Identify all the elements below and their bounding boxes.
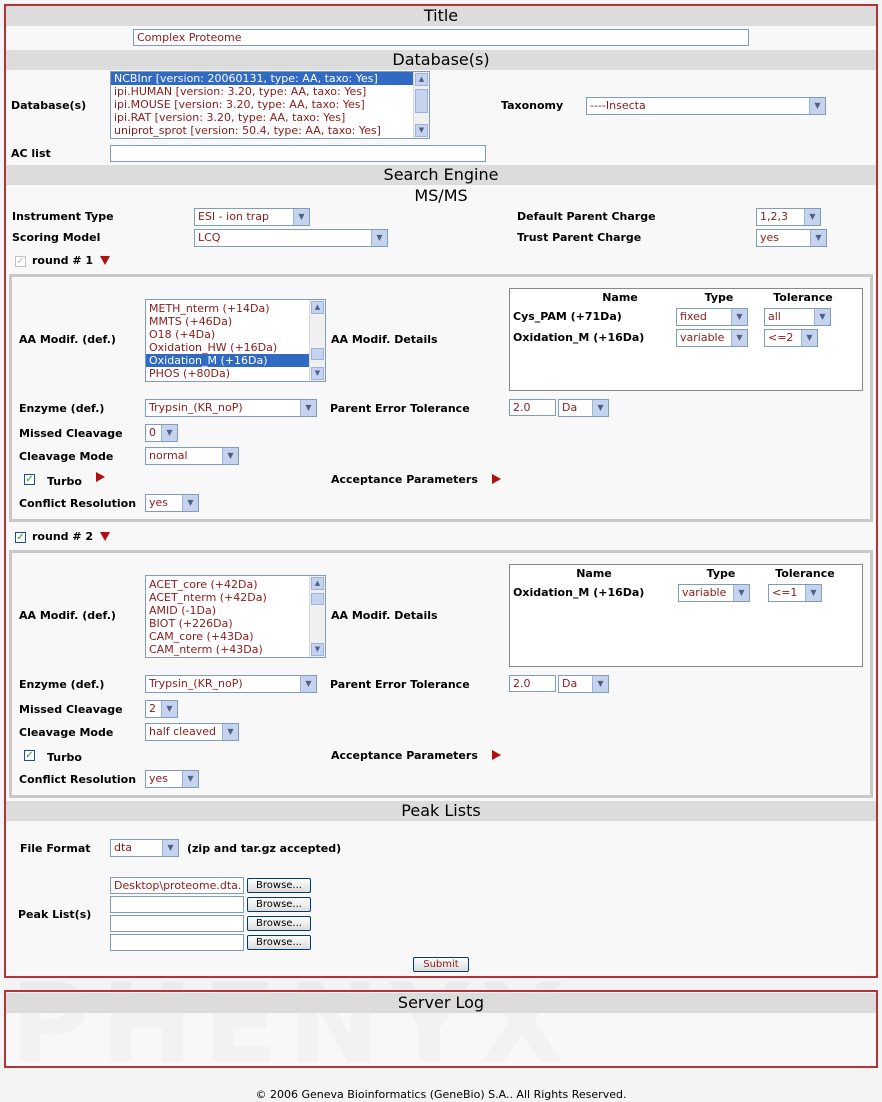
- column-header-type: Type: [704, 291, 734, 304]
- submit-button[interactable]: Submit: [413, 957, 469, 972]
- listbox-option[interactable]: PHOS (+80Da): [149, 367, 231, 380]
- round-2-aa-modif-details-label: AA Modif. Details: [331, 609, 438, 622]
- modif-row-name: Oxidation_M (+16Da): [513, 331, 645, 344]
- chevron-down-icon[interactable]: ▼: [809, 98, 825, 114]
- peak-list-file-input[interactable]: [110, 915, 244, 932]
- round-2-missed-cleavage-value: 2: [149, 702, 156, 715]
- modif-row-type-value: variable: [682, 586, 727, 599]
- file-format-value: dta: [114, 841, 133, 854]
- round-1-parent-error-unit: Da: [562, 401, 578, 414]
- modif-row-tolerance-select[interactable]: [768, 584, 822, 602]
- round-2-parent-error-input[interactable]: 2.0: [509, 675, 556, 692]
- chevron-down-icon[interactable]: ▼: [222, 724, 238, 740]
- triangle-right-icon[interactable]: [96, 472, 105, 482]
- listbox-option[interactable]: METH_nterm (+14Da): [149, 302, 270, 315]
- msms-subheader: MS/MS: [414, 186, 468, 205]
- round-1-aa-modif-details-label: AA Modif. Details: [331, 333, 438, 346]
- round-1-missed-cleavage-select[interactable]: [145, 424, 178, 442]
- listbox-option[interactable]: Oxidation_M (+16Da): [146, 354, 325, 367]
- file-format-label: File Format: [20, 842, 91, 855]
- browse-button[interactable]: Browse...: [247, 935, 311, 950]
- databases-scrollbar[interactable]: [413, 72, 429, 138]
- file-format-note: (zip and tar.gz accepted): [187, 842, 342, 855]
- browse-button[interactable]: Browse...: [247, 897, 311, 912]
- scroll-thumb[interactable]: [415, 89, 428, 113]
- column-header-tolerance: Tolerance: [773, 291, 833, 304]
- footer-copyright: © 2006 Geneva Bioinformatics (GeneBio) S.A.. All Rights Reserved.: [255, 1088, 627, 1101]
- listbox-option[interactable]: MMTS (+46Da): [149, 315, 233, 328]
- round-2-missed-cleavage-select[interactable]: [145, 700, 178, 718]
- round-2-cleavage-mode-label: Cleavage Mode: [19, 726, 114, 739]
- modif-row-tolerance-select[interactable]: [764, 329, 818, 347]
- chevron-down-icon[interactable]: ▼: [801, 330, 817, 346]
- trust-parent-charge-label: Trust Parent Charge: [517, 231, 642, 244]
- scroll-down-icon[interactable]: ▼: [415, 124, 428, 137]
- peak-list-file-input[interactable]: [110, 896, 244, 913]
- peak-lists-label: Peak List(s): [18, 908, 92, 921]
- round-2-cleavage-mode-value: half cleaved: [149, 725, 217, 738]
- column-header-type: Type: [706, 567, 736, 580]
- scroll-thumb[interactable]: [311, 348, 324, 360]
- chevron-down-icon[interactable]: ▼: [804, 209, 820, 225]
- round-2-label: round # 2: [32, 530, 94, 543]
- round-1-parent-error-input[interactable]: 2.0: [509, 399, 556, 416]
- round-2-conflict-select[interactable]: [145, 770, 199, 788]
- round-2-parent-error-unit: Da: [562, 677, 578, 690]
- instrument-type-value: ESI - ion trap: [198, 210, 269, 223]
- instrument-type-label: Instrument Type: [12, 210, 114, 223]
- listbox-option[interactable]: ipi.HUMAN [version: 3.20, type: AA, taxo: Yes]: [114, 85, 367, 98]
- modif-row-tolerance-select[interactable]: [764, 308, 831, 326]
- modif-row-type-select[interactable]: [678, 584, 750, 602]
- scroll-down-icon[interactable]: ▼: [311, 367, 324, 380]
- round-2-parent-error-label: Parent Error Tolerance: [330, 678, 470, 691]
- round-1-checkbox[interactable]: [15, 256, 26, 267]
- round-1-label: round # 1: [32, 254, 94, 267]
- checkmark-icon: ✓: [25, 750, 34, 761]
- chevron-down-icon[interactable]: ▼: [182, 495, 198, 511]
- column-header-name: Name: [576, 567, 612, 580]
- round-1-cleavage-mode-value: normal: [149, 449, 188, 462]
- round-2-aa-modif-scrollbar[interactable]: [309, 576, 325, 657]
- round-1-conflict-label: Conflict Resolution: [19, 497, 137, 510]
- chevron-down-icon[interactable]: ▼: [731, 330, 747, 346]
- peak-lists-header: Peak Lists: [6, 801, 876, 821]
- round-2-checkbox[interactable]: [15, 532, 26, 543]
- taxonomy-label: Taxonomy: [501, 99, 564, 112]
- round-2-acceptance-label[interactable]: Acceptance Parameters: [331, 749, 478, 762]
- round-1-aa-modif-label: AA Modif. (def.): [19, 333, 116, 346]
- round-2-parent-error-unit-select[interactable]: [558, 675, 609, 693]
- chevron-down-icon[interactable]: ▼: [805, 585, 821, 601]
- taxonomy-value: ----Insecta: [590, 99, 646, 112]
- round-1-cleavage-mode-label: Cleavage Mode: [19, 450, 114, 463]
- round-1-turbo-label: Turbo: [47, 475, 82, 488]
- scroll-up-icon[interactable]: ▲: [311, 577, 324, 590]
- round-1-conflict-value: yes: [149, 496, 169, 509]
- listbox-option[interactable]: BIOT (+226Da): [149, 617, 233, 630]
- chevron-down-icon[interactable]: ▼: [293, 209, 309, 225]
- scroll-down-icon[interactable]: ▼: [311, 643, 324, 656]
- scoring-model-label: Scoring Model: [12, 231, 101, 244]
- title-section-header: Title: [6, 6, 876, 26]
- listbox-option[interactable]: AMID (-1Da): [149, 604, 216, 617]
- modif-row-name: Cys_PAM (+71Da): [513, 310, 622, 323]
- title-input[interactable]: Complex Proteome: [133, 29, 749, 46]
- listbox-option[interactable]: CAM_core (+43Da): [149, 630, 254, 643]
- modif-row-type-value: fixed: [680, 310, 707, 323]
- chevron-down-icon[interactable]: ▼: [592, 676, 608, 692]
- round-1-enzyme-value: Trypsin_(KR_noP): [149, 401, 243, 414]
- round-2-missed-cleavage-label: Missed Cleavage: [19, 703, 123, 716]
- databases-label: Database(s): [11, 99, 87, 112]
- round-2-aa-modif-label: AA Modif. (def.): [19, 609, 116, 622]
- modif-row-type-value: variable: [680, 331, 725, 344]
- trust-parent-charge-select[interactable]: [756, 229, 827, 247]
- chevron-down-icon[interactable]: ▼: [161, 425, 177, 441]
- listbox-option[interactable]: ACET_nterm (+42Da): [149, 591, 267, 604]
- taxonomy-select[interactable]: [586, 97, 826, 115]
- scroll-up-icon[interactable]: ▲: [311, 301, 324, 314]
- chevron-down-icon[interactable]: ▼: [810, 230, 826, 246]
- chevron-down-icon[interactable]: ▼: [592, 400, 608, 416]
- scroll-up-icon[interactable]: ▲: [415, 73, 428, 86]
- column-header-tolerance: Tolerance: [775, 567, 835, 580]
- round-2-enzyme-select[interactable]: [145, 675, 317, 693]
- ac-list-input[interactable]: [110, 145, 486, 162]
- checkmark-icon: ✓: [25, 474, 34, 485]
- search-engine-header: Search Engine: [6, 165, 876, 185]
- chevron-down-icon[interactable]: ▼: [814, 309, 830, 325]
- round-1-missed-cleavage-value: 0: [149, 426, 156, 439]
- triangle-right-icon[interactable]: [492, 750, 501, 760]
- round-2-turbo-checkbox[interactable]: [24, 750, 35, 761]
- chevron-down-icon[interactable]: ▼: [371, 230, 387, 246]
- instrument-type-select[interactable]: [194, 208, 310, 226]
- round-2-enzyme-value: Trypsin_(KR_noP): [149, 677, 243, 690]
- modif-row-tolerance-value: all: [768, 310, 781, 323]
- peak-list-file-input[interactable]: .Desktop\proteome.dta: [110, 877, 244, 894]
- checkmark-icon: ✓: [16, 532, 25, 543]
- round-1-enzyme-select[interactable]: [145, 399, 317, 417]
- round-2-modif-details-table: [509, 564, 863, 667]
- round-1-parent-error-unit-select[interactable]: [558, 399, 609, 417]
- scoring-model-value: LCQ: [198, 231, 221, 244]
- round-1-cleavage-mode-select[interactable]: [145, 447, 239, 465]
- scoring-model-select[interactable]: [194, 229, 388, 247]
- round-1-aa-modif-listbox[interactable]: [145, 299, 326, 382]
- round-1-missed-cleavage-label: Missed Cleavage: [19, 427, 123, 440]
- chevron-down-icon[interactable]: ▼: [162, 840, 178, 856]
- round-1-modif-details-table: [509, 288, 863, 391]
- listbox-option[interactable]: ipi.MOUSE [version: 3.20, type: AA, taxo: Yes]: [114, 98, 365, 111]
- chevron-down-icon[interactable]: ▼: [182, 771, 198, 787]
- browse-button[interactable]: Browse...: [247, 878, 311, 893]
- browse-button[interactable]: Browse...: [247, 916, 311, 931]
- ac-list-label: AC list: [11, 147, 51, 160]
- round-2-enzyme-label: Enzyme (def.): [19, 678, 105, 691]
- chevron-down-icon[interactable]: ▼: [300, 676, 316, 692]
- triangle-right-icon[interactable]: [492, 474, 501, 484]
- modif-row-tolerance-value: <=1: [772, 586, 798, 599]
- listbox-option[interactable]: ipi.RAT [version: 3.20, type: AA, taxo: Yes]: [114, 111, 346, 124]
- trust-parent-charge-value: yes: [760, 231, 780, 244]
- round-1-parent-error-label: Parent Error Tolerance: [330, 402, 470, 415]
- round-2-conflict-value: yes: [149, 772, 169, 785]
- listbox-option[interactable]: NCBInr [version: 20060131, type: AA, taxo: Yes]: [111, 72, 429, 85]
- round-2-cleavage-mode-select[interactable]: [145, 723, 239, 741]
- triangle-down-icon[interactable]: [100, 256, 110, 265]
- default-parent-charge-select[interactable]: [756, 208, 821, 226]
- chevron-down-icon[interactable]: ▼: [161, 701, 177, 717]
- round-1-turbo-checkbox[interactable]: [24, 474, 35, 485]
- listbox-option[interactable]: Oxidation_HW (+16Da): [149, 341, 278, 354]
- chevron-down-icon[interactable]: ▼: [300, 400, 316, 416]
- modif-row-tolerance-value: <=2: [768, 331, 794, 344]
- database-section-header: Database(s): [6, 50, 876, 70]
- round-1-enzyme-label: Enzyme (def.): [19, 402, 105, 415]
- modif-row-type-select[interactable]: [676, 329, 748, 347]
- modif-row-type-select[interactable]: [676, 308, 748, 326]
- default-parent-charge-label: Default Parent Charge: [517, 210, 656, 223]
- chevron-down-icon[interactable]: ▼: [733, 585, 749, 601]
- databases-listbox[interactable]: [110, 71, 430, 139]
- listbox-option[interactable]: uniprot_sprot [version: 50.4, type: AA, taxo: Yes]: [114, 124, 381, 137]
- column-header-name: Name: [602, 291, 638, 304]
- round-2-conflict-label: Conflict Resolution: [19, 773, 137, 786]
- chevron-down-icon[interactable]: ▼: [222, 448, 238, 464]
- round-1-conflict-select[interactable]: [145, 494, 199, 512]
- chevron-down-icon[interactable]: ▼: [731, 309, 747, 325]
- round-2-aa-modif-listbox[interactable]: [145, 575, 326, 658]
- default-parent-charge-value: 1,2,3: [760, 210, 788, 223]
- listbox-option[interactable]: ACET_core (+42Da): [149, 578, 258, 591]
- scroll-thumb[interactable]: [311, 593, 324, 605]
- round-1-aa-modif-scrollbar[interactable]: [309, 300, 325, 381]
- round-1-acceptance-label[interactable]: Acceptance Parameters: [331, 473, 478, 486]
- checkmark-icon: ✓: [16, 256, 25, 267]
- listbox-option[interactable]: CAM_nterm (+43Da): [149, 643, 263, 656]
- modif-row-name: Oxidation_M (+16Da): [513, 586, 645, 599]
- peak-list-file-input[interactable]: [110, 934, 244, 951]
- listbox-option[interactable]: O18 (+4Da): [149, 328, 216, 341]
- round-2-turbo-label: Turbo: [47, 751, 82, 764]
- file-format-select[interactable]: [110, 839, 179, 857]
- server-log-header: Server Log: [6, 993, 876, 1013]
- triangle-down-icon[interactable]: [100, 532, 110, 541]
